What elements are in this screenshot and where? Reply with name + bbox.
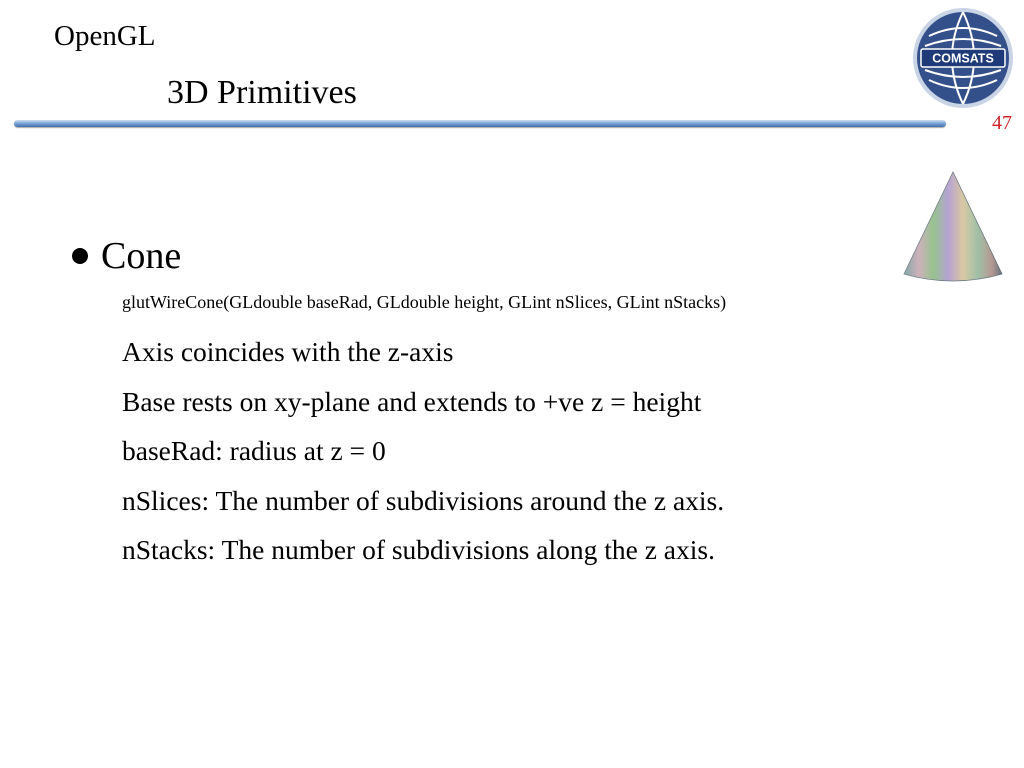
comsats-logo [911, 6, 1015, 110]
bullet-heading: Cone [101, 235, 182, 277]
list-item: nStacks: The number of subdivisions along the z axis. [122, 534, 715, 565]
list-item: nSlices: The number of subdivisions around the z axis. [122, 484, 725, 516]
logo-wordmark: COMSATS [932, 51, 994, 66]
course-label: OpenGL [54, 20, 156, 52]
bullet-cone [72, 233, 181, 279]
bullet-dot-icon [72, 248, 88, 264]
function-signature: glutWireCone(GLdouble baseRad, GLdouble height, GLint nSlices, GLint nStacks) [122, 292, 727, 312]
list-item: baseRad: radius at z = 0 [122, 435, 386, 466]
list-item: Base rests on xy-plane and extends to +ve z = height [122, 385, 702, 417]
page-number: 47 [992, 112, 1012, 134]
slide-title: 3D Primitives [167, 74, 357, 111]
cone-details-list [122, 289, 726, 575]
list-item: Axis coincides with the z-axis [122, 336, 454, 367]
header-divider [14, 120, 946, 127]
cone-shading [904, 172, 1002, 281]
cone-illustration [902, 170, 1004, 288]
